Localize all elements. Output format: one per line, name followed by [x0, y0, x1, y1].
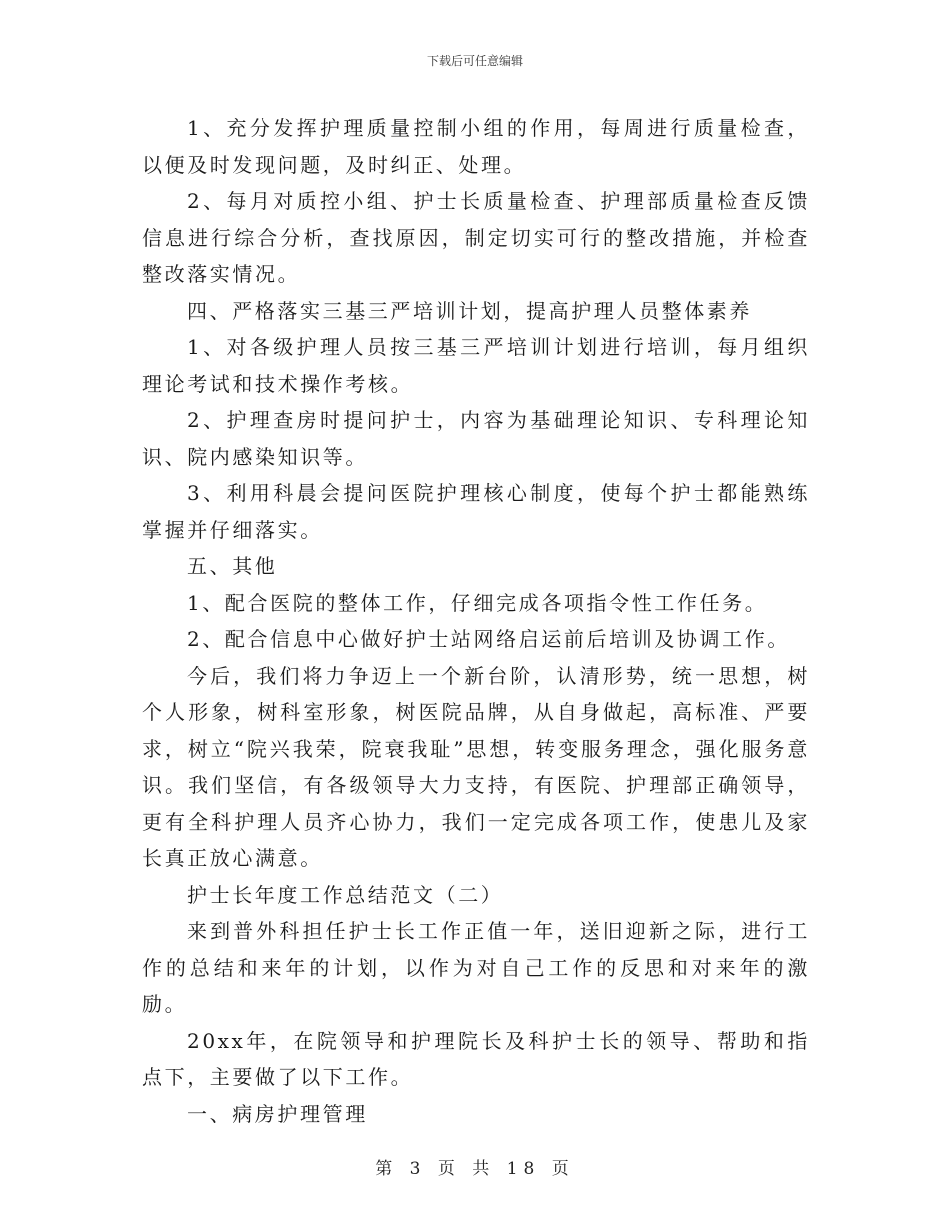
- document-body: [142, 110, 810, 1132]
- section-heading-one: 一、病房护理管理: [187, 1101, 368, 1126]
- paragraph-hospital-work: 1、配合医院的整体工作，仔细完成各项指令性工作任务。: [187, 590, 768, 615]
- page-header: 下载后可任意编辑: [426, 54, 523, 68]
- paragraph-year-summary: 20xx年，在院领导和护理院长及科护士长的领导、帮助和指点下，主要做了以下工作。: [142, 1028, 810, 1089]
- page-footer: 第 3 页 共 18 页: [375, 1159, 575, 1179]
- paragraph-intro: 来到普外科担任护士长工作正值一年，送旧迎新之际，进行工作的总结和来年的计划，以作为对自己工作的反思和对来年的激励。: [142, 919, 810, 1016]
- section-heading-five: 五、其他: [187, 554, 278, 578]
- paragraph-info-center: 2、配合信息中心做好护士站网络启运前后培训及协调工作。: [187, 627, 790, 651]
- paragraph-outlook: 今后，我们将力争迈上一个新台阶，认清形势，统一思想，树个人形象，树科室形象，树医院品牌，从自身做起，高标准、严要求，树立“院兴我荣，院衰我耻”思想，转变服务理念，强化服务意识。我们坚信，有各级领导大力支持，有医院、护理部正确领导，更有全科护理人员齐心协力，我们一定完成各项工作，使患儿及家长真正放心满意。: [142, 663, 810, 870]
- document-subtitle: 护士长年度工作总结范文（二）: [187, 882, 504, 907]
- paragraph-monthly-analysis: 2、每月对质控小组、护士长质量检查、护理部质量检查反馈信息进行综合分析，查找原因，制定切实可行的整改措施，并检查整改落实情况。: [142, 189, 810, 286]
- section-heading-four: 四、严格落实三基三严培训计划，提高护理人员整体素养: [187, 298, 752, 323]
- paragraph-quality-check: 1、充分发挥护理质量控制小组的作用，每周进行质量检查，以便及时发现问题，及时纠正、处理。: [142, 116, 810, 177]
- paragraph-training: 1、对各级护理人员按三基三严培训计划进行培训，每月组织理论考试和技术操作考核。: [142, 335, 810, 396]
- paragraph-morning-meeting: 3、利用科晨会提问医院护理核心制度，使每个护士都能熟练掌握并仔细落实。: [142, 481, 810, 542]
- paragraph-ward-round: 2、护理查房时提问护士，内容为基础理论知识、专科理论知识、院内感染知识等。: [142, 408, 810, 469]
